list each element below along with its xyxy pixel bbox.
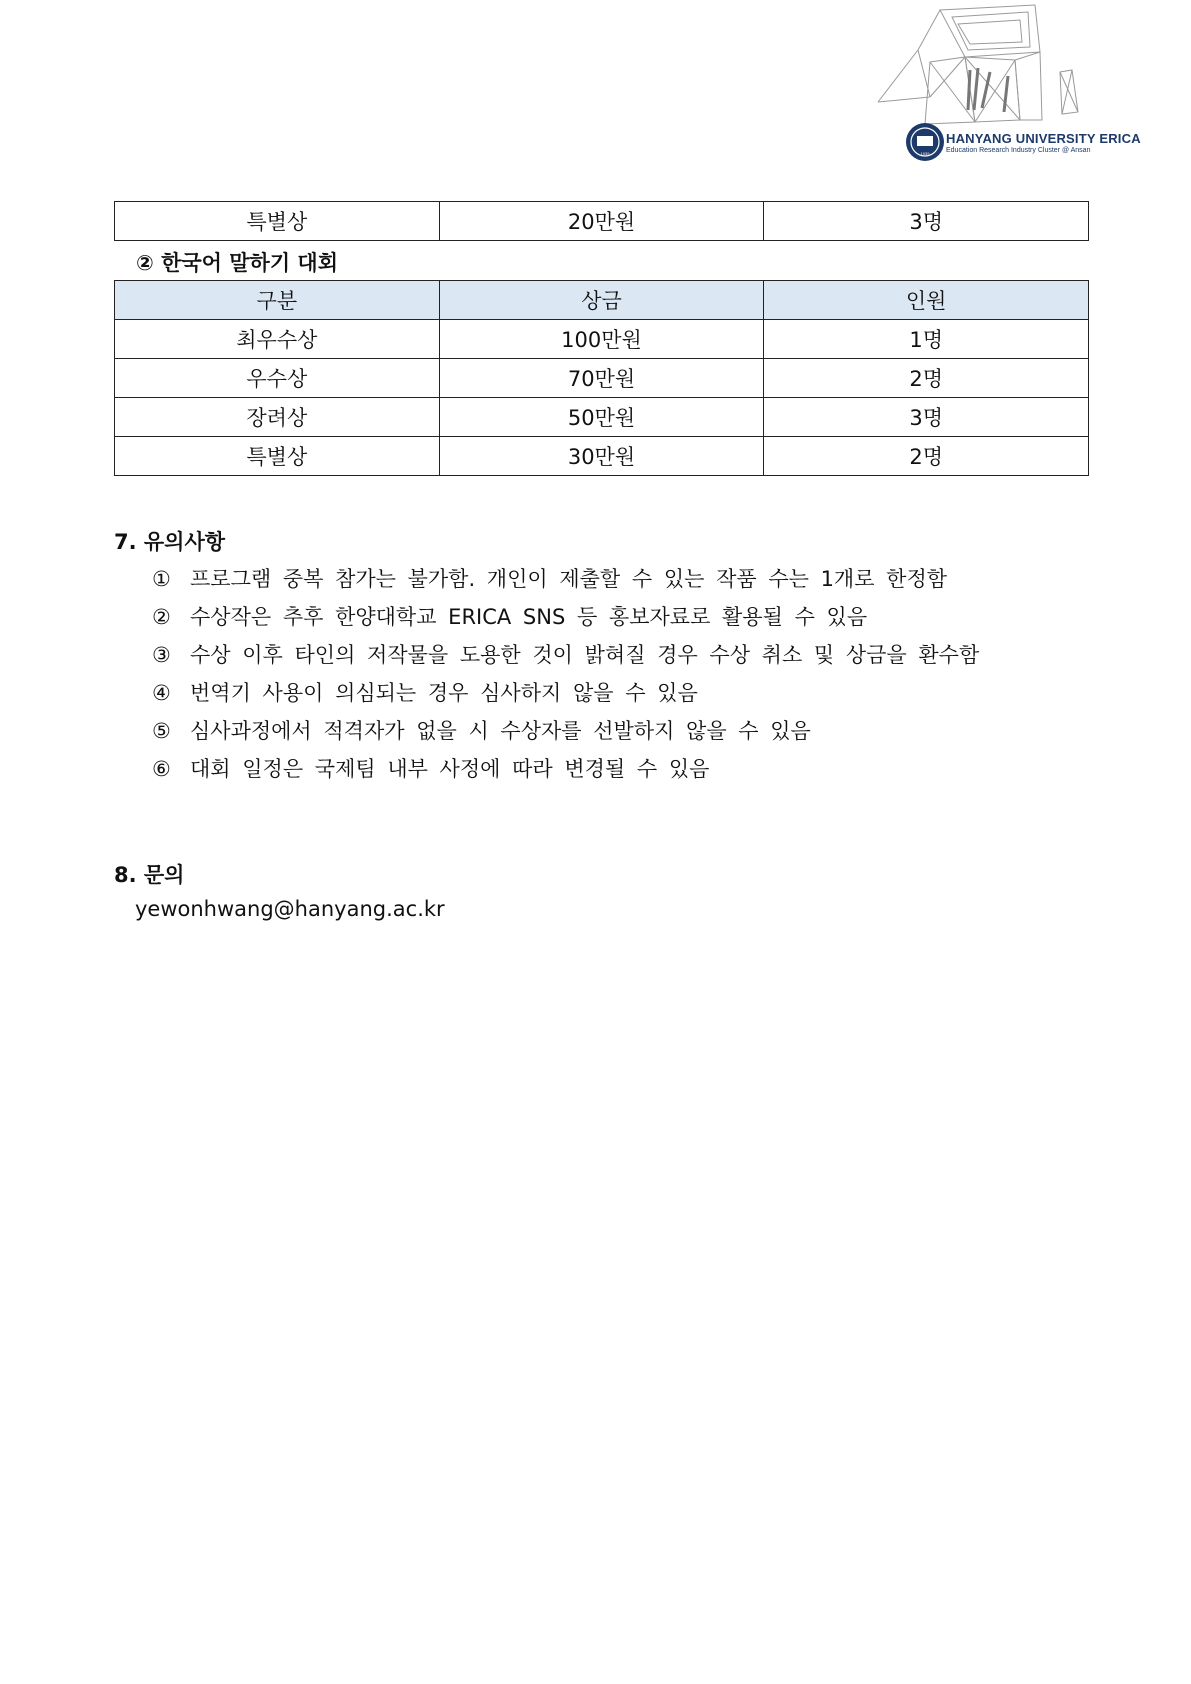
table-cell: 최우수상 [115,320,440,359]
item-number: ③ [152,643,171,667]
item-number: ② [152,605,171,629]
logo-subtitle: Education Research Industry Cluster @ Ansan [946,147,1091,154]
list-item [152,677,979,715]
item-number: ④ [152,681,171,705]
table-cell: 50만원 [439,398,764,437]
column-header: 구분 [115,281,440,320]
table-cell: 30만원 [439,437,764,476]
column-header: 상금 [439,281,764,320]
table-cell: 3명 [764,202,1089,241]
item-text: 대회 일정은 국제팀 내부 사정에 따라 변경될 수 있음 [190,757,710,781]
table-cell: 20만원 [439,202,764,241]
table-cell: 100만원 [439,320,764,359]
korean-speaking-heading: ② 한국어 말하기 대회 [136,251,339,275]
list-item [152,563,979,601]
contact-email[interactable]: yewonhwang@hanyang.ac.kr [135,897,445,921]
table-row [115,398,1089,437]
svg-text:1939: 1939 [920,151,930,156]
column-header: 인원 [764,281,1089,320]
university-logo [870,2,1141,172]
section-8-heading: 8. 문의 [114,863,185,887]
item-text: 심사과정에서 적격자가 없을 시 수상자를 선발하지 않을 수 있음 [190,719,811,743]
notes-list [152,563,979,791]
table-cell: 장려상 [115,398,440,437]
table-cell: 2명 [764,359,1089,398]
item-text: 번역기 사용이 의심되는 경우 심사하지 않을 수 있음 [190,681,698,705]
item-number: ⑤ [152,719,171,743]
table-cell: 특별상 [115,437,440,476]
list-item [152,639,979,677]
item-number: ⑥ [152,757,171,781]
prize-table-continued [114,201,1089,241]
table-row [115,359,1089,398]
list-item [152,753,979,791]
table-row [115,202,1089,241]
table-cell: 우수상 [115,359,440,398]
table-cell: 2명 [764,437,1089,476]
korean-speaking-prize-table [114,280,1089,476]
table-row [115,320,1089,359]
table-cell: 1명 [764,320,1089,359]
item-text: 수상 이후 타인의 저작물을 도용한 것이 밝혀질 경우 수상 취소 및 상금을 환수함 [190,643,980,667]
table-row [115,437,1089,476]
list-item [152,601,979,639]
logo-university-name: HANYANG UNIVERSITY ERICA [946,131,1141,146]
item-number: ① [152,567,171,591]
item-text: 프로그램 중복 참가는 불가함. 개인이 제출할 수 있는 작품 수는 1개로 한정함 [190,567,948,591]
table-header-row [115,281,1089,320]
list-item [152,715,979,753]
table-cell: 특별상 [115,202,440,241]
table-cell: 70만원 [439,359,764,398]
section-7-heading: 7. 유의사항 [114,530,226,554]
table-cell: 3명 [764,398,1089,437]
item-text: 수상작은 추후 한양대학교 ERICA SNS 등 홍보자료로 활용될 수 있음 [190,605,868,629]
